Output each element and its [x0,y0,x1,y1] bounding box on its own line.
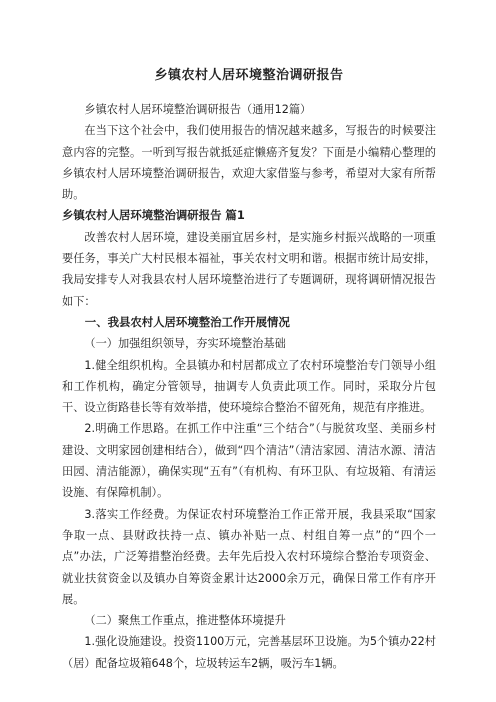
subsection-heading: （二）聚焦工作重点，推进整体环境提升 [84,614,286,628]
paragraph: 改善农村人居环境，建设美丽宜居乡村，是实施乡村振兴战略的一项重要任务，事关广大村民根本福祉，事关农村文明和谐。根据市统计局安排，我局安排专人对我县农村人居环境整治进行了专题调研，现将调研情况报告如下： [62,230,436,308]
document-body [62,99,436,674]
paragraph: 1.强化设施建设。投资1100万元，完善基层环卫设施。为5个镇办22村（居）配备垃圾箱648个，垃圾转运车2辆，吸污车1辆。 [62,635,436,670]
paragraph: 1.健全组织机构。全县镇办和村居都成立了农村环境整治专门领导小组和工作机构，确定分管领导，抽调专人负责此项工作。同时，采取分片包干、设立街路巷长等有效举措，使环境综合整治不留死角，规范有序推进。 [62,358,436,415]
paragraph: 3.落实工作经费。为保证农村环境整治工作正常开展，我县采取“国家争取一点、县财政扶持一点、镇办补贴一点、村组自筹一点”的“四个一点”办法，广泛筹措整治经费。去年先后投入农村环境综合整治专项资金、就业扶贫资金以及镇办自筹资金累计达2000余万元，确保日常工作有序开展。 [62,507,436,606]
section-heading: 一、我县农村人居环境整治工作开展情况 [84,314,290,329]
document-title: 乡镇农村人居环境整治调研报告 [154,68,344,83]
section-heading: 乡镇农村人居环境整治调研报告 篇1 [62,208,245,223]
paragraph: 乡镇农村人居环境整治调研报告（通用12篇） [84,103,312,116]
paragraph: 2.明确工作思路。在抓工作中注重“三个结合”（与脱贫攻坚、美丽乡村建设、文明家园创建相结合），做到“四个清洁”（清洁家园、清洁水源、清洁田园、清洁能源），确保实现“五有”（有机构、有环卫队、有垃圾箱、有清运设施、有保障机制）。 [62,422,436,500]
subsection-heading: （一）加强组织领导，夯实环境整治基础 [84,337,286,351]
paragraph: 在当下这个社会中，我们使用报告的情况越来越多，写报告的时候要注意内容的完整。一听到写报告就抵延症懒癌齐复发？下面是小编精心整理的乡镇农村人居环境整治调研报告，欢迎大家借鉴与参考，希望对大家有所帮助。 [62,124,436,202]
